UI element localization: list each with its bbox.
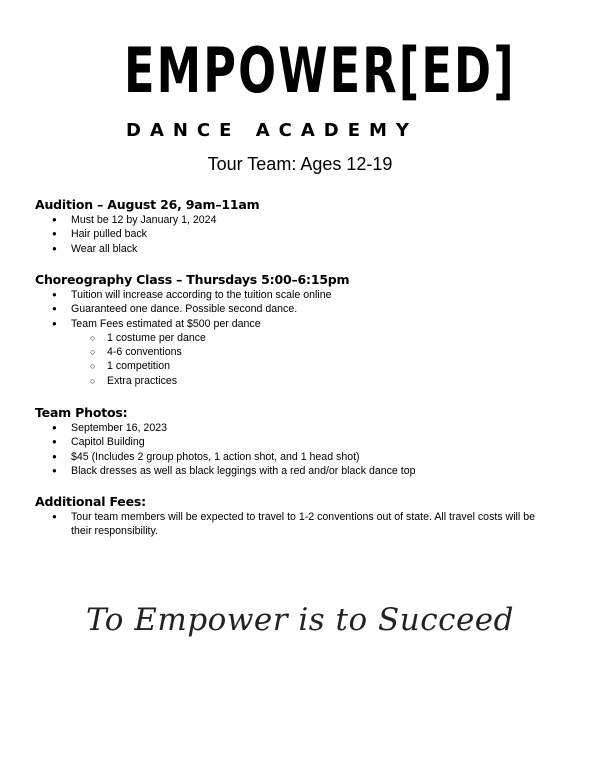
list-item: ● Black dresses as well as black leggings with a red and/or black dance top [35,464,575,478]
list-item: ● Wear all black [35,242,575,256]
logo [124,34,516,141]
logo-wordmark: EMPOWER[ED] [124,34,516,107]
list-item: ● Team Fees estimated at $500 per dance [35,317,575,331]
bullet-list [35,213,575,256]
subtitle-text: Tour Team: Ages 12-19 [207,154,393,174]
list-item: ● Tuition will increase according to the tuition scale online [35,288,575,302]
page-subtitle [0,154,600,175]
sub-list-item: ○ Extra practices [35,374,575,388]
section-title: Choreography Class – Thursdays 5:00–6:15pm [35,272,350,287]
sub-list-item: ○ 1 competition [35,359,575,373]
tagline [0,590,600,650]
list-item: ● Capitol Building [35,435,575,449]
list-item: ● Must be 12 by January 1, 2024 [35,213,575,227]
list-item: ● September 16, 2023 [35,421,575,435]
bullet-list [35,288,575,388]
section-team-photos [35,405,575,478]
section-title: Additional Fees: [35,494,146,509]
tagline-text: To Empower is to Succeed [86,602,514,638]
section-audition [35,197,575,256]
list-item: ● $45 (Includes 2 group photos, 1 action shot, and 1 head shot) [35,450,575,464]
sub-list-item: ○ 4-6 conventions [35,345,575,359]
logo-subtitle: DANCE ACADEMY [126,120,418,141]
bullet-list [35,510,575,539]
list-item [35,510,575,539]
bullet-list [35,421,575,478]
tagline-script [86,590,514,650]
section-title: Audition – August 26, 9am–11am [35,197,260,212]
list-item: ● Hair pulled back [35,227,575,241]
sub-list-item: ○ 1 costume per dance [35,331,575,345]
section-additional-fees [35,494,575,539]
section-choreography [35,272,575,388]
section-title: Team Photos: [35,405,128,420]
list-item-text: ● Tour team members will be expected to travel to 1-2 conventions out of state. All travel costs will be their responsibility. [71,511,535,538]
list-item: ● Guaranteed one dance. Possible second dance. [35,302,575,316]
